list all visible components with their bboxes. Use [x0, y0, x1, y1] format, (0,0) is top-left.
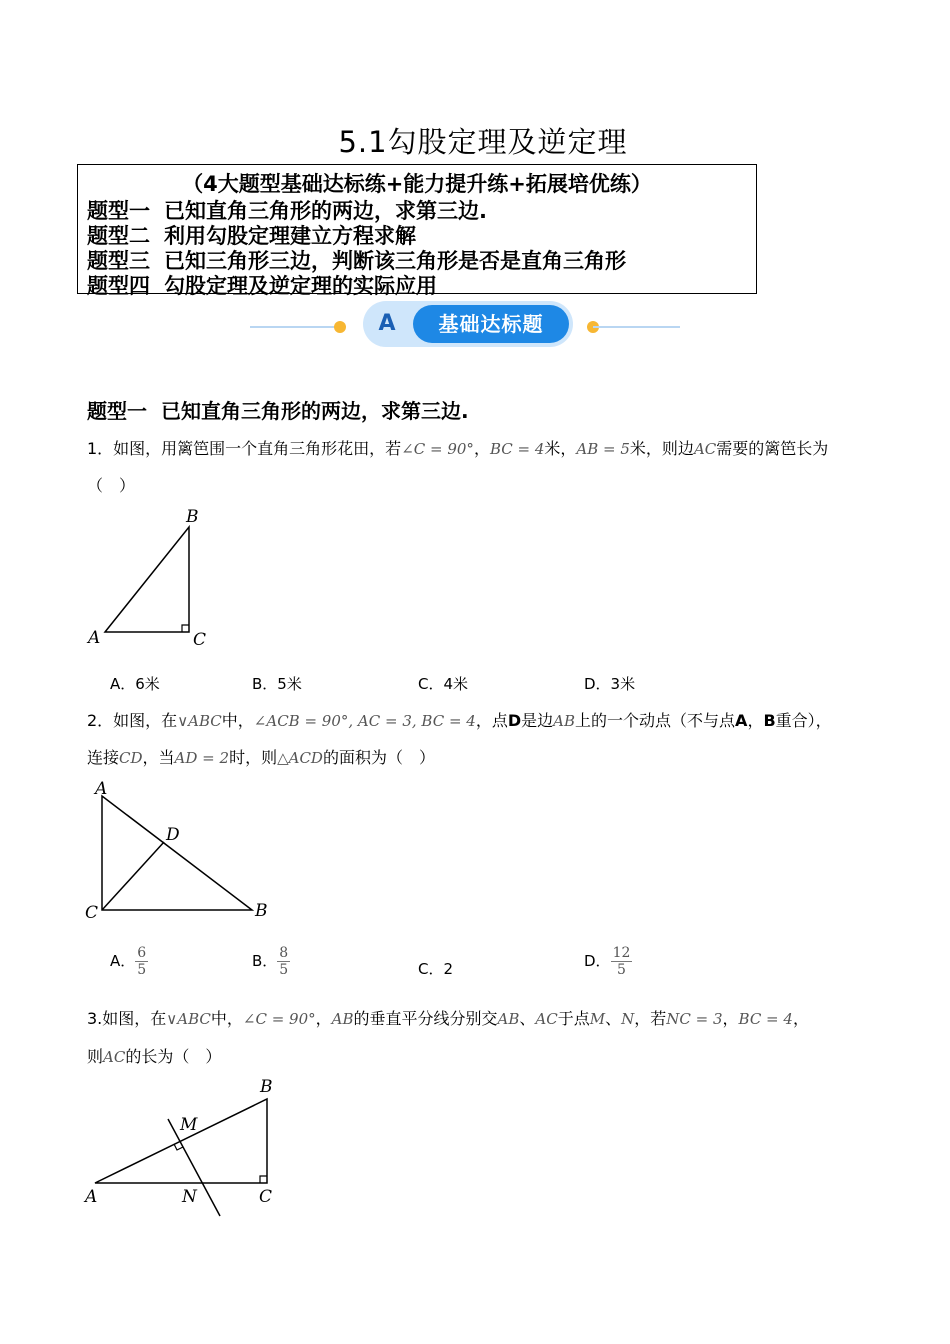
q2-text: 中， — [221, 711, 254, 730]
q3-text: 于点 — [557, 1009, 590, 1028]
q1-option-a[interactable]: A．6米 — [110, 675, 160, 693]
section-heading — [87, 395, 469, 424]
fraction — [611, 945, 633, 978]
q2-figure — [80, 778, 280, 923]
q1-math: BC = 4 — [489, 440, 545, 458]
q2-text: ， — [747, 711, 764, 730]
q1-label-b: B — [186, 507, 199, 527]
q1-stem — [87, 436, 828, 459]
q3-text: 中， — [210, 1009, 243, 1028]
q3-triangle — [95, 1099, 267, 1183]
section-heading-text: 已知直角三角形的两边，求第三边. — [161, 399, 469, 423]
q3-math: NC = 3 — [666, 1010, 723, 1028]
q3-math: AB — [497, 1010, 520, 1028]
q1-triangle — [105, 527, 189, 632]
q1-option-c[interactable]: C．4米 — [418, 675, 469, 693]
q3-text: ， — [722, 1009, 739, 1028]
summary-box — [77, 164, 757, 298]
q2-stem-line1 — [87, 708, 832, 731]
numerator: 6 — [137, 945, 147, 961]
badge-dot-left — [334, 321, 346, 333]
q2-text: 时，则 — [229, 748, 278, 767]
q1-text: 需要的篱笆长为 — [716, 439, 829, 458]
q1-text: 米， — [544, 439, 577, 458]
q2-math: △ACD — [277, 749, 323, 767]
q1-label-a: A — [88, 628, 101, 648]
q2-math: AB — [553, 712, 576, 730]
q3-stem-line2 — [87, 1044, 221, 1067]
q3-text: 的长为（ ） — [125, 1047, 222, 1066]
q3-label-b: B — [260, 1077, 273, 1097]
q2-text: 上的一个动点（不与点 — [575, 711, 736, 730]
q3-math: N — [621, 1010, 635, 1028]
numerator: 8 — [279, 945, 289, 961]
option-letter: C． — [418, 960, 444, 978]
q1-figure — [85, 505, 215, 650]
q3-math: ∨ABC — [166, 1010, 211, 1028]
summary-line-text: 勾股定理及逆定理的实际应用 — [164, 274, 437, 298]
q1-label-c: C — [193, 630, 207, 650]
q3-text: ， — [315, 1009, 332, 1028]
q1-math: ∠C = 90° — [401, 440, 474, 458]
q2-option-d[interactable] — [584, 945, 632, 978]
q2-label-d: D — [166, 825, 180, 845]
q2-option-b[interactable] — [252, 945, 290, 978]
fraction — [277, 945, 290, 978]
page-title: 5.1勾股定理及逆定理 — [338, 125, 628, 159]
q2-option-a[interactable] — [110, 945, 148, 978]
q3-label-a: A — [85, 1187, 98, 1207]
q2-text: 重合）， — [775, 711, 832, 730]
option-letter: A． — [110, 952, 136, 970]
q3-label-m: M — [180, 1115, 198, 1135]
q3-text: 则 — [87, 1047, 104, 1066]
q2-math: ∠ACB = 90°, AC = 3, BC = 4 — [253, 712, 476, 730]
q3-figure — [80, 1072, 300, 1222]
summary-line-label: 题型四 — [87, 274, 150, 298]
q3-math: ∠C = 90° — [242, 1010, 316, 1028]
q1-right-angle-mark — [182, 625, 189, 632]
denominator: 5 — [279, 962, 289, 978]
q2-label-b: B — [255, 901, 268, 921]
q3-text: ， — [792, 1009, 809, 1028]
q2-text: ，当 — [142, 748, 175, 767]
q1-text: ， — [473, 439, 490, 458]
summary-line-label: 题型一 — [87, 199, 150, 223]
q2-math: AD = 2 — [174, 749, 230, 767]
section-badge-letter: A — [378, 311, 396, 336]
q3-text: 3.如图，在 — [87, 1009, 167, 1028]
denominator: 5 — [137, 962, 147, 978]
q2-text: 是边 — [521, 711, 554, 730]
q1-text: 米，则边 — [629, 439, 694, 458]
option-value: 2 — [443, 960, 454, 978]
q3-label-c: C — [259, 1187, 273, 1207]
q3-text: 、 — [605, 1009, 622, 1028]
summary-line-text: 利用勾股定理建立方程求解 — [164, 224, 416, 248]
q2-point: B — [763, 711, 776, 730]
numerator: 12 — [612, 945, 631, 961]
q2-text: 的面积为（ ） — [322, 748, 435, 767]
q3-math: AB — [331, 1010, 354, 1028]
q2-label-a: A — [95, 779, 108, 799]
q2-text: 2．如图，在 — [87, 711, 178, 730]
q1-answer-paren: （ ） — [87, 476, 136, 495]
q3-text: 的垂直平分线分别交 — [353, 1009, 498, 1028]
q2-point: D — [507, 711, 522, 730]
q2-triangle — [102, 796, 252, 910]
option-letter: D． — [584, 952, 611, 970]
q2-segment-cd — [102, 842, 164, 910]
q3-math: M — [589, 1010, 606, 1028]
q3-math: AC — [535, 1010, 558, 1028]
summary-line-text: 已知三角形三边，判断该三角形是否是直角三角形 — [164, 249, 626, 273]
q2-text: 连接 — [87, 748, 120, 767]
summary-line-4 — [87, 270, 437, 300]
q2-stem-line2 — [87, 745, 435, 768]
q3-right-angle-mark-c — [260, 1176, 267, 1183]
section-badge-text: 基础达标题 — [413, 305, 569, 343]
q2-math: CD — [119, 749, 143, 767]
summary-line-label: 题型二 — [87, 224, 150, 248]
summary-subtitle: （4大题型基础达标练+能力提升练+拓展培优练） — [182, 172, 652, 196]
q2-label-c: C — [85, 903, 99, 923]
q3-text: 、 — [519, 1009, 536, 1028]
q3-text: ，若 — [634, 1009, 667, 1028]
section-heading-label: 题型一 — [87, 399, 147, 423]
denominator: 5 — [617, 962, 626, 978]
q2-math: ∨ABC — [177, 712, 222, 730]
q3-label-n: N — [182, 1187, 197, 1207]
q2-text: ，点 — [475, 711, 508, 730]
summary-line-label: 题型三 — [87, 249, 150, 273]
option-letter: B． — [252, 952, 278, 970]
q1-math: AC — [693, 440, 717, 458]
q1-math: AB = 5 — [576, 440, 630, 458]
fraction — [135, 945, 148, 978]
q2-option-c[interactable] — [418, 958, 453, 979]
q3-stem-line1 — [87, 1006, 809, 1029]
q3-math: BC = 4 — [738, 1010, 793, 1028]
q3-math: AC — [103, 1048, 126, 1066]
q2-point: A — [735, 711, 748, 730]
q1-option-d[interactable]: D．3米 — [584, 675, 636, 693]
q1-option-b[interactable]: B．5米 — [252, 675, 302, 693]
summary-line-text: 已知直角三角形的两边，求第三边. — [164, 199, 487, 223]
q1-text: 1．如图，用篱笆围一个直角三角形花田，若 — [87, 439, 402, 458]
